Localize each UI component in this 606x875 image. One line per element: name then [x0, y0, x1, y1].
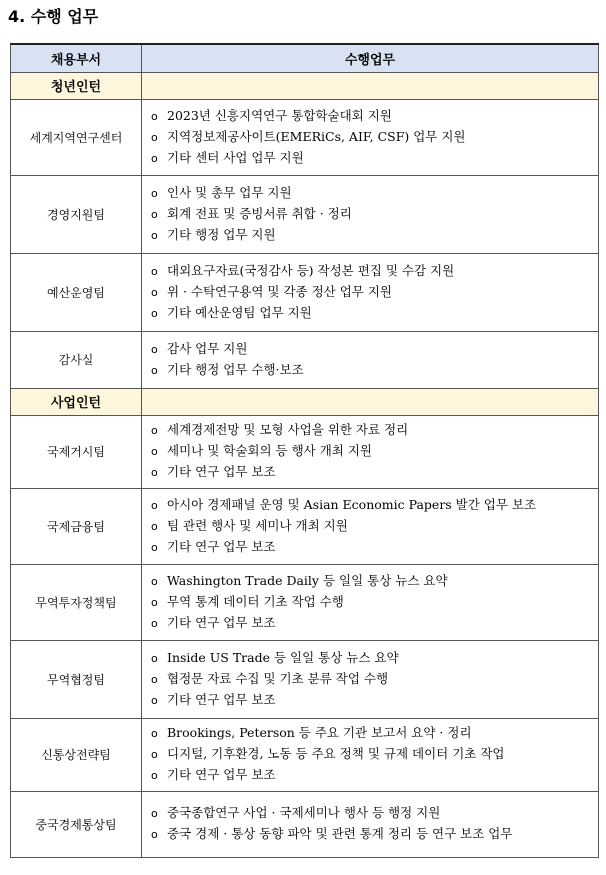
bullet-icon: ο — [151, 769, 158, 782]
list-item — [151, 648, 598, 669]
duties-list — [151, 183, 598, 246]
duties-list — [151, 339, 598, 381]
department-cell: 무역투자정책팀 — [11, 564, 142, 640]
list-item — [151, 495, 598, 516]
list-item — [151, 824, 598, 845]
list-item — [151, 592, 598, 613]
department-cell: 감사실 — [11, 331, 142, 388]
table-row — [11, 99, 599, 175]
department-cell: 국제금융팀 — [11, 488, 142, 564]
bullet-icon: ο — [151, 651, 158, 665]
bullet-icon: ο — [151, 130, 158, 144]
task-text: 세미나 및 학술회의 등 행사 개최 지원 — [167, 443, 372, 458]
list-item — [151, 516, 598, 537]
department-cell: 경영지원팀 — [11, 175, 142, 253]
duties-cell — [142, 253, 599, 331]
duties-list — [151, 803, 598, 845]
task-text: 회계 전표 및 증빙서류 취합 · 정리 — [167, 205, 352, 221]
task-text: 기타 연구 업무 보조 — [167, 464, 276, 479]
table-row — [11, 718, 599, 791]
bullet-icon: ο — [151, 186, 158, 200]
duties-cell — [142, 99, 599, 175]
list-item — [151, 690, 598, 711]
duties-cell — [142, 640, 599, 718]
section-heading: 4. 수행 업무 — [8, 7, 99, 26]
duties-list — [151, 723, 598, 786]
task-text: 2023년 신흥지역연구 통합학술대회 지원 — [167, 107, 392, 123]
task-text: Washington Trade Daily 등 일일 통상 뉴스 요약 — [167, 572, 448, 588]
bullet-icon: ο — [151, 342, 158, 356]
task-text: 기타 연구 업무 보조 — [167, 538, 276, 554]
bullet-icon: ο — [151, 616, 158, 630]
category-label: 청년인턴 — [11, 72, 142, 99]
list-item — [151, 106, 598, 127]
bullet-icon: ο — [151, 693, 158, 707]
bullet-icon: ο — [151, 424, 158, 437]
bullet-icon: ο — [151, 574, 158, 588]
bullet-icon: ο — [151, 727, 158, 740]
bullet-icon: ο — [151, 519, 158, 533]
list-item — [151, 723, 598, 744]
table-row — [11, 415, 599, 488]
task-text: 중국 경제 · 통상 동향 파악 및 관련 통계 정리 등 연구 보조 업무 — [167, 826, 513, 841]
duties-cell — [142, 791, 599, 857]
table-row — [11, 253, 599, 331]
header-department: 채용부서 — [11, 44, 142, 72]
bullet-icon: ο — [151, 363, 158, 377]
duties-list — [151, 495, 598, 558]
list-item — [151, 571, 598, 592]
list-item — [151, 303, 598, 324]
table-row — [11, 331, 599, 388]
list-item — [151, 127, 598, 148]
task-text: Brookings, Peterson 등 주요 기관 보고서 요약 · 정리 — [167, 725, 472, 740]
duties-list — [151, 571, 598, 634]
task-text: 기타 연구 업무 보조 — [167, 691, 276, 707]
list-item — [151, 462, 598, 483]
task-text: 기타 센터 사업 업무 지원 — [167, 149, 304, 165]
table-row — [11, 564, 599, 640]
task-text: 기타 행정 업무 지원 — [167, 226, 276, 242]
list-item — [151, 803, 598, 824]
task-text: 디지털, 기후환경, 노동 등 주요 정책 및 규제 데이터 기초 작업 — [167, 746, 505, 761]
list-item — [151, 744, 598, 765]
list-item — [151, 669, 598, 690]
duties-cell — [142, 488, 599, 564]
department-cell: 세계지역연구센터 — [11, 99, 142, 175]
category-row — [11, 72, 599, 99]
bullet-icon: ο — [151, 498, 158, 512]
duties-cell — [142, 175, 599, 253]
table-row — [11, 791, 599, 857]
bullet-icon: ο — [151, 109, 158, 123]
task-text: 대외요구자료(국정감사 등) 작성본 편집 및 수감 지원 — [167, 262, 455, 278]
task-text: 지역정보제공사이트(EMERiCs, AIF, CSF) 업무 지원 — [167, 128, 466, 144]
task-text: 세계경제전망 및 모형 사업을 위한 자료 정리 — [167, 422, 409, 437]
list-item — [151, 183, 598, 204]
task-text: 아시아 경제패널 운영 및 Asian Economic Papers 발간 업무 보조 — [167, 496, 537, 512]
bullet-icon: ο — [151, 285, 158, 299]
department-cell: 예산운영팀 — [11, 253, 142, 331]
task-text: 협정문 자료 수집 및 기초 분류 작업 수행 — [167, 670, 389, 686]
table-row — [11, 175, 599, 253]
task-text: 기타 행정 업무 수행·보조 — [167, 361, 304, 377]
list-item — [151, 441, 598, 462]
duties-list — [151, 261, 598, 324]
table-body — [11, 72, 599, 857]
table-row — [11, 640, 599, 718]
list-item — [151, 613, 598, 634]
category-blank-cell — [142, 388, 599, 415]
bullet-icon: ο — [151, 672, 158, 686]
department-cell: 중국경제통상팀 — [11, 791, 142, 857]
task-text: 감사 업무 지원 — [167, 340, 248, 356]
list-item — [151, 261, 598, 282]
task-text: 기타 연구 업무 보조 — [167, 614, 276, 630]
task-text: 무역 통계 데이터 기초 작업 수행 — [167, 593, 344, 609]
task-text: 인사 및 총무 업무 지원 — [167, 184, 292, 200]
bullet-icon: ο — [151, 207, 158, 221]
duties-cell — [142, 718, 599, 791]
list-item — [151, 148, 598, 169]
list-item — [151, 204, 598, 225]
category-blank-cell — [142, 72, 599, 99]
header-duties: 수행업무 — [142, 44, 599, 72]
bullet-icon: ο — [151, 445, 158, 458]
task-text: 위 · 수탁연구용역 및 각종 정산 업무 지원 — [167, 283, 392, 299]
table-header-row — [11, 44, 599, 72]
duties-list — [151, 648, 598, 711]
duties-cell — [142, 564, 599, 640]
category-row — [11, 388, 599, 415]
duties-list — [151, 106, 598, 169]
bullet-icon: ο — [151, 540, 158, 554]
bullet-icon: ο — [151, 151, 158, 165]
list-item — [151, 765, 598, 786]
category-label: 사업인턴 — [11, 388, 142, 415]
list-item — [151, 282, 598, 303]
department-cell: 무역협정팀 — [11, 640, 142, 718]
bullet-icon: ο — [151, 748, 158, 761]
bullet-icon: ο — [151, 466, 158, 479]
task-text: 중국종합연구 사업 · 국제세미나 행사 등 행정 지원 — [167, 805, 441, 820]
job-duties-table — [10, 43, 599, 858]
department-cell: 신통상전략팀 — [11, 718, 142, 791]
list-item — [151, 339, 598, 360]
department-cell: 국제거시팀 — [11, 415, 142, 488]
bullet-icon: ο — [151, 595, 158, 609]
list-item — [151, 225, 598, 246]
task-text: 기타 예산운영팀 업무 지원 — [167, 304, 312, 320]
duties-cell — [142, 331, 599, 388]
bullet-icon: ο — [151, 828, 158, 841]
duties-cell — [142, 415, 599, 488]
task-text: Inside US Trade 등 일일 통상 뉴스 요약 — [167, 649, 399, 665]
list-item — [151, 420, 598, 441]
task-text: 팀 관련 행사 및 세미나 개최 지원 — [167, 517, 348, 533]
bullet-icon: ο — [151, 807, 158, 820]
bullet-icon: ο — [151, 228, 158, 242]
list-item — [151, 537, 598, 558]
table-row — [11, 488, 599, 564]
list-item — [151, 360, 598, 381]
bullet-icon: ο — [151, 306, 158, 320]
task-text: 기타 연구 업무 보조 — [167, 767, 276, 782]
bullet-icon: ο — [151, 264, 158, 278]
duties-list — [151, 420, 598, 483]
